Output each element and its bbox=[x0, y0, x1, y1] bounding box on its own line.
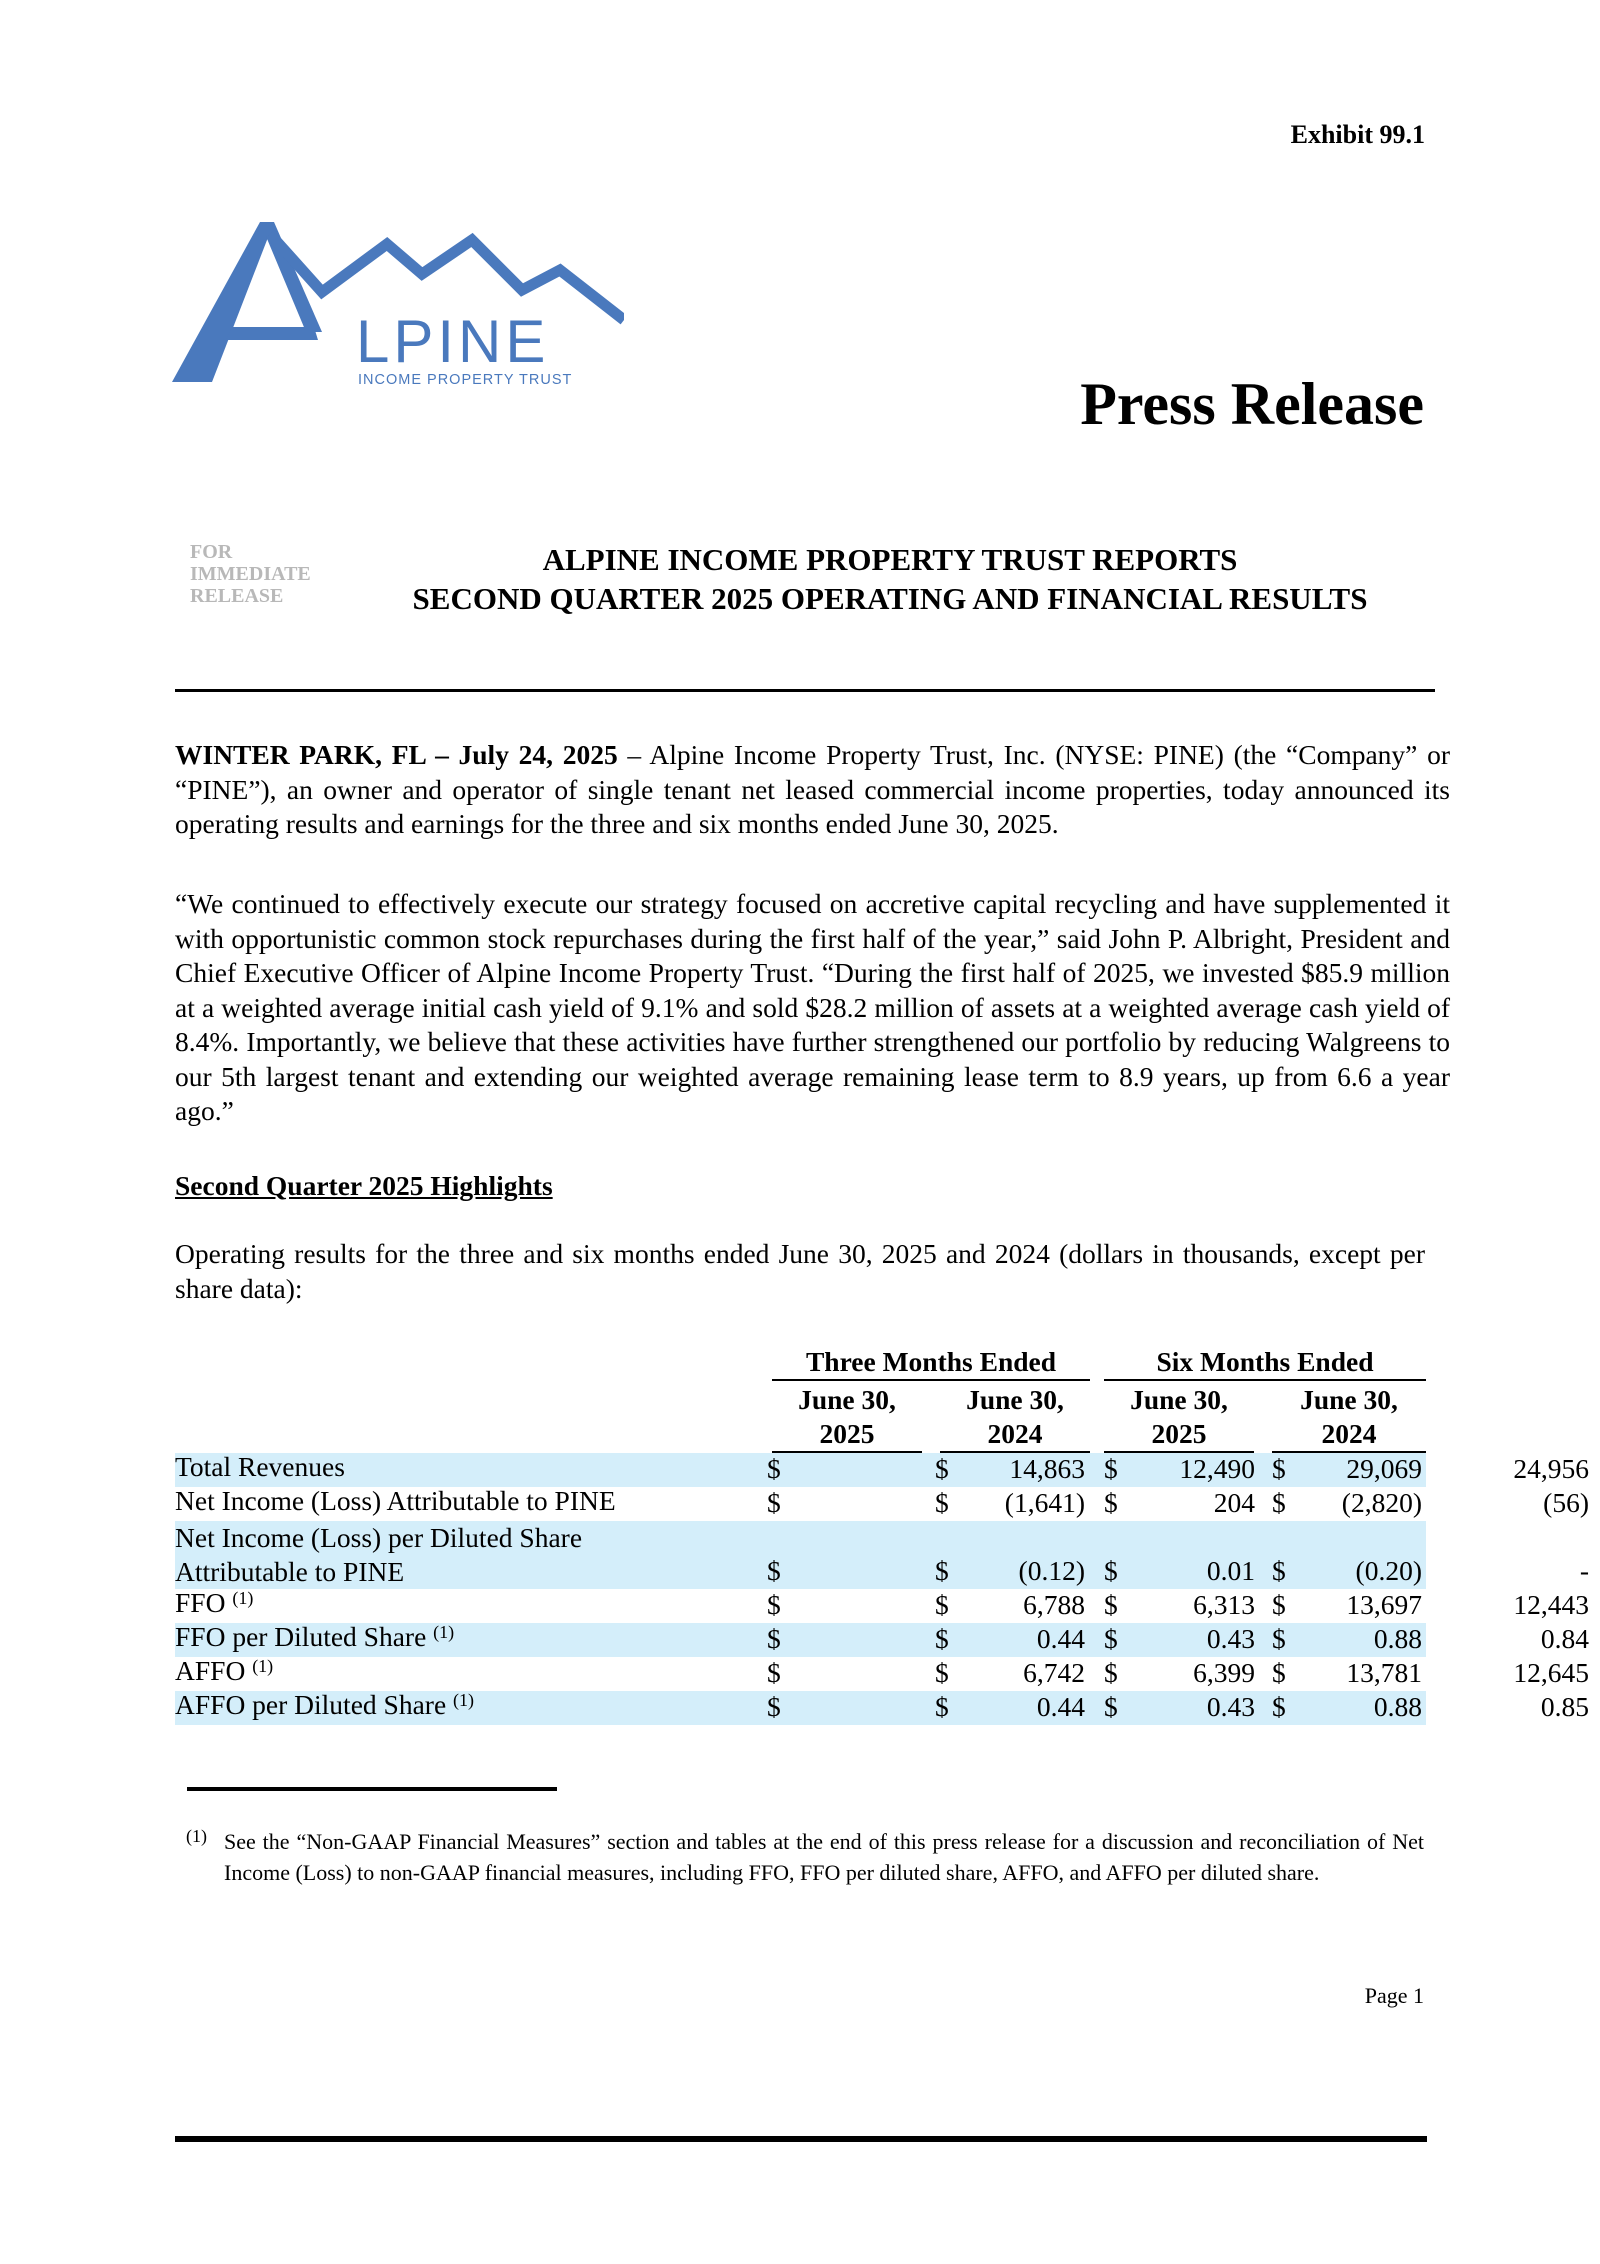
cell-value: 29,069 bbox=[1346, 1453, 1422, 1484]
cell-value: (0.20) bbox=[1355, 1555, 1422, 1586]
cell-value: 6,313 bbox=[1193, 1589, 1255, 1620]
currency-symbol: $ bbox=[767, 1657, 781, 1688]
column-header bbox=[940, 1383, 1090, 1453]
currency-symbol: $ bbox=[1272, 1555, 1286, 1586]
immediate-line: IMMEDIATE bbox=[190, 563, 311, 585]
column-header-year: 2024 bbox=[1321, 1418, 1377, 1449]
quote-paragraph: “We continued to effectively execute our strategy focused on accretive capital recycling and have supplemented it with opportunistic common stock repurchases during the first half of the year,” said John P. Albright, President and Chief Executive Officer of Alpine Income Property Trust. “During the first half of 2025, we invested $85.9 million at a weighted average initial cash yield of 9.1% and sold $28.2 million of assets at a weighted average cash yield of 8.4%. Importantly, we believe that these activities have further strengthened our portfolio by reducing Walgreens to our 5th largest tenant and extending our weighted average remaining lease term to 8.9 years, up from 6.6 a year ago.” bbox=[175, 888, 1450, 1126]
currency-symbol: $ bbox=[1104, 1657, 1118, 1688]
row-label bbox=[175, 1683, 474, 1722]
headline-line-1: ALPINE INCOME PROPERTY TRUST REPORTS bbox=[542, 542, 1238, 577]
currency-symbol: $ bbox=[1272, 1691, 1286, 1722]
footnote-ref: (1) bbox=[232, 1588, 254, 1608]
currency-symbol: $ bbox=[767, 1623, 781, 1654]
cell-value: 13,781 bbox=[1346, 1657, 1422, 1688]
footnote-ref: (1) bbox=[433, 1622, 455, 1642]
bottom-rule bbox=[175, 2136, 1427, 2142]
cell-value: 24,956 bbox=[1513, 1453, 1589, 1484]
column-header-year: 2025 bbox=[1151, 1418, 1207, 1449]
page-number: Page 1 bbox=[1364, 1983, 1424, 2008]
cell-value: (0.12) bbox=[1018, 1555, 1085, 1586]
cell-value: 0.85 bbox=[1540, 1691, 1589, 1722]
currency-symbol: $ bbox=[1104, 1589, 1118, 1620]
currency-symbol: $ bbox=[935, 1487, 949, 1518]
cell-value: 0.44 bbox=[1036, 1623, 1085, 1654]
section-title: Second Quarter 2025 Highlights bbox=[175, 1170, 553, 1201]
currency-symbol: $ bbox=[1104, 1691, 1118, 1722]
footnote-mark: (1) bbox=[186, 1826, 207, 1846]
cell-value: 0.43 bbox=[1206, 1623, 1255, 1654]
cell-value: 12,443 bbox=[1513, 1589, 1589, 1620]
cell-value: (1,641) bbox=[1004, 1487, 1085, 1518]
column-header-line: June 30, bbox=[798, 1384, 896, 1415]
cell-value: 0.84 bbox=[1540, 1623, 1589, 1654]
column-header-line: June 30, bbox=[1130, 1384, 1228, 1415]
group-header-six-months: Six Months Ended bbox=[1104, 1346, 1426, 1381]
press-release-title: Press Release bbox=[1080, 371, 1424, 437]
results-table bbox=[175, 1451, 1589, 1725]
cell-value: 0.01 bbox=[1206, 1555, 1255, 1586]
intro-paragraph bbox=[175, 738, 1450, 842]
footnote-divider bbox=[187, 1787, 557, 1791]
row-label: Total Revenues bbox=[175, 1451, 345, 1482]
currency-symbol: $ bbox=[1104, 1623, 1118, 1654]
row-label-text: FFO bbox=[175, 1587, 226, 1618]
row-label-line-2: Attributable to PINE bbox=[175, 1556, 405, 1587]
column-header bbox=[772, 1383, 922, 1453]
currency-symbol: $ bbox=[1272, 1623, 1286, 1654]
cell-value: 12,490 bbox=[1179, 1453, 1255, 1484]
table-row bbox=[175, 1689, 1589, 1725]
divider bbox=[175, 689, 1435, 692]
currency-symbol: $ bbox=[935, 1453, 949, 1484]
table-row bbox=[175, 1621, 1589, 1657]
column-header bbox=[1104, 1383, 1254, 1453]
cell-value: - bbox=[1579, 1555, 1589, 1586]
table-row bbox=[175, 1521, 1589, 1589]
currency-symbol: $ bbox=[767, 1487, 781, 1518]
cell-value: 6,788 bbox=[1023, 1589, 1085, 1620]
cell-value: 13,697 bbox=[1346, 1589, 1422, 1620]
column-header-year: 2025 bbox=[819, 1418, 875, 1449]
row-label-text: AFFO bbox=[175, 1655, 246, 1686]
cell-value: 12,645 bbox=[1513, 1657, 1589, 1688]
column-header-year: 2024 bbox=[987, 1418, 1043, 1449]
row-label: Net Income (Loss) Attributable to PINE bbox=[175, 1485, 616, 1516]
headline-line-2: SECOND QUARTER 2025 OPERATING AND FINANCIAL RESULTS bbox=[412, 581, 1368, 616]
row-label-text: AFFO per Diluted Share bbox=[175, 1689, 447, 1720]
cell-value: 204 bbox=[1213, 1487, 1255, 1518]
cell-value: 0.43 bbox=[1206, 1691, 1255, 1722]
dateline: WINTER PARK, FL – July 24, 2025 bbox=[175, 739, 618, 770]
currency-symbol: $ bbox=[767, 1453, 781, 1484]
immediate-line: RELEASE bbox=[190, 585, 284, 607]
company-logo bbox=[172, 222, 624, 390]
currency-symbol: $ bbox=[1104, 1487, 1118, 1518]
currency-symbol: $ bbox=[1272, 1487, 1286, 1518]
currency-symbol: $ bbox=[1104, 1453, 1118, 1484]
currency-symbol: $ bbox=[1272, 1657, 1286, 1688]
logo-name: LPINE bbox=[356, 308, 550, 375]
cell-value: 0.44 bbox=[1036, 1691, 1085, 1722]
cell-value: 0.88 bbox=[1373, 1691, 1422, 1722]
currency-symbol: $ bbox=[1272, 1453, 1286, 1484]
table-row bbox=[175, 1485, 1589, 1521]
currency-symbol: $ bbox=[767, 1555, 781, 1586]
currency-symbol: $ bbox=[767, 1589, 781, 1620]
cell-value: 6,399 bbox=[1193, 1657, 1255, 1688]
mountain-logo-icon bbox=[172, 222, 624, 390]
column-header-line: June 30, bbox=[966, 1384, 1064, 1415]
footnote-ref: (1) bbox=[453, 1690, 475, 1710]
currency-symbol: $ bbox=[935, 1691, 949, 1722]
table-intro: Operating results for the three and six months ended June 30, 2025 and 2024 (dollars in thousands, except per share data): bbox=[175, 1238, 1425, 1304]
intro-paragraph-text: – Alpine Income Property Trust, Inc. (NYSE: PINE) (the “Company” or “PINE”), an owner and operator of single tenant net leased commercial income properties, today announced its operating results and earnings for the three and six months ended June 30, 2025. bbox=[175, 739, 1450, 839]
footnote-text: See the “Non-GAAP Financial Measures” section and tables at the end of this press release for a discussion and reconciliation of Net Income (Loss) to non-GAAP financial measures, including FFO, FFO per diluted share, AFFO, and AFFO per diluted share. bbox=[224, 1829, 1424, 1885]
currency-symbol: $ bbox=[767, 1691, 781, 1722]
table-row bbox=[175, 1451, 1589, 1487]
currency-symbol: $ bbox=[1272, 1589, 1286, 1620]
cell-value: 14,863 bbox=[1009, 1453, 1085, 1484]
currency-symbol: $ bbox=[935, 1657, 949, 1688]
cell-value: 0.88 bbox=[1373, 1623, 1422, 1654]
row-label-line-1: Net Income (Loss) per Diluted Share bbox=[175, 1522, 583, 1553]
currency-symbol: $ bbox=[935, 1589, 949, 1620]
currency-symbol: $ bbox=[1104, 1555, 1118, 1586]
exhibit-label: Exhibit 99.1 bbox=[1290, 120, 1425, 149]
row-label bbox=[175, 1521, 582, 1589]
logo-tagline: INCOME PROPERTY TRUST bbox=[358, 372, 573, 388]
cell-value: (2,820) bbox=[1341, 1487, 1422, 1518]
cell-value: 6,742 bbox=[1023, 1657, 1085, 1688]
currency-symbol: $ bbox=[935, 1623, 949, 1654]
group-header-three-months: Three Months Ended bbox=[772, 1346, 1090, 1381]
headline bbox=[300, 540, 1480, 618]
currency-symbol: $ bbox=[935, 1555, 949, 1586]
cell-value: (56) bbox=[1543, 1487, 1589, 1518]
footnote-ref: (1) bbox=[252, 1656, 274, 1676]
column-header-line: June 30, bbox=[1300, 1384, 1398, 1415]
row-label-text: FFO per Diluted Share bbox=[175, 1621, 427, 1652]
column-header bbox=[1272, 1383, 1426, 1453]
immediate-line: FOR bbox=[190, 541, 233, 563]
